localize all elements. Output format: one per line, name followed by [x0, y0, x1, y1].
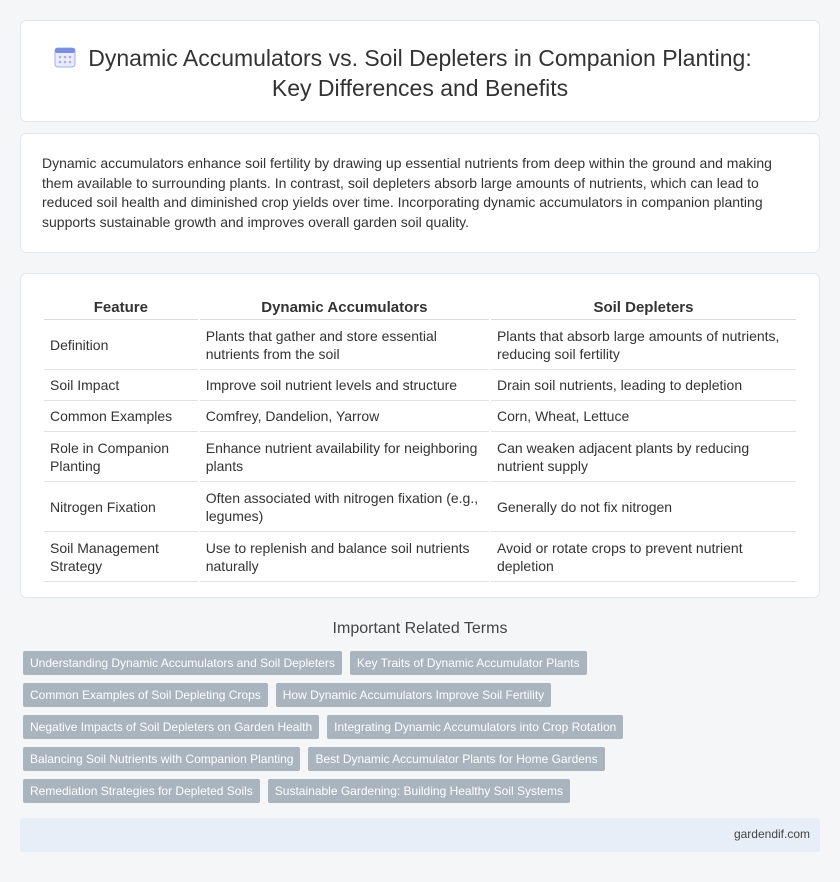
- table-row: [44, 320, 796, 370]
- related-terms-list: [23, 651, 823, 811]
- table-row: [44, 370, 796, 401]
- related-term-tag[interactable]: Common Examples of Soil Depleting Crops: [23, 683, 268, 707]
- related-terms-title: Important Related Terms: [332, 620, 508, 637]
- header-soil-depleters: Soil Depleters: [491, 296, 796, 320]
- cell-feature: Nitrogen Fixation: [44, 482, 198, 532]
- table-row: [44, 401, 796, 432]
- cell-feature: Definition: [44, 320, 198, 370]
- table-row: [44, 532, 796, 582]
- comparison-table-card: [20, 273, 820, 598]
- page-title-line2: Key Differences and Benefits: [271, 75, 569, 101]
- cell-feature: Soil Management Strategy: [44, 532, 198, 582]
- tag-row: [23, 715, 823, 739]
- related-term-tag[interactable]: Integrating Dynamic Accumulators into Crop Rotation: [327, 715, 623, 739]
- cell-depleters: Drain soil nutrients, leading to depletion: [491, 370, 796, 401]
- tag-row: [23, 747, 823, 771]
- cell-depleters: Avoid or rotate crops to prevent nutrient depletion: [491, 532, 796, 582]
- intro-paragraph: Dynamic accumulators enhance soil fertility by drawing up essential nutrients from deep within the ground and making them available to surrounding plants. In contrast, soil depleters absorb large amounts of nutrients, which can lead to reduced soil health and diminished crop yields over time. Incorporating dynamic accumulators in companion planting supports sustainable growth and improves overall garden soil quality.: [42, 155, 772, 230]
- cell-accumulators: Comfrey, Dandelion, Yarrow: [200, 401, 489, 432]
- related-term-tag[interactable]: Understanding Dynamic Accumulators and Soil Depleters: [23, 651, 342, 675]
- table-row: [44, 482, 796, 532]
- tag-row: [23, 683, 823, 707]
- footer-site-link[interactable]: gardendif.com: [733, 827, 810, 841]
- cell-feature: Role in Companion Planting: [44, 432, 198, 482]
- page-title: [21, 43, 819, 103]
- table-header-row: [44, 296, 796, 320]
- cell-depleters: Plants that absorb large amounts of nutrients, reducing soil fertility: [491, 320, 796, 370]
- cell-depleters: Corn, Wheat, Lettuce: [491, 401, 796, 432]
- comparison-table: [42, 296, 798, 582]
- related-term-tag[interactable]: Key Traits of Dynamic Accumulator Plants: [350, 651, 587, 675]
- title-card: [20, 20, 820, 122]
- cell-accumulators: Plants that gather and store essential nutrients from the soil: [200, 320, 489, 370]
- cell-accumulators: Use to replenish and balance soil nutrients naturally: [200, 532, 489, 582]
- tag-row: [23, 779, 823, 803]
- header-feature: Feature: [44, 296, 198, 320]
- cell-accumulators: Often associated with nitrogen fixation (e.g., legumes): [200, 482, 489, 532]
- related-term-tag[interactable]: Balancing Soil Nutrients with Companion Planting: [23, 747, 300, 771]
- table-row: [44, 432, 796, 482]
- related-term-tag[interactable]: How Dynamic Accumulators Improve Soil Fertility: [276, 683, 551, 707]
- footer: [20, 818, 820, 852]
- related-term-tag[interactable]: Best Dynamic Accumulator Plants for Home Gardens: [308, 747, 604, 771]
- related-term-tag[interactable]: Sustainable Gardening: Building Healthy Soil Systems: [268, 779, 570, 803]
- cell-feature: Common Examples: [44, 401, 198, 432]
- cell-feature: Soil Impact: [44, 370, 198, 401]
- cell-depleters: Generally do not fix nitrogen: [491, 482, 796, 532]
- cell-accumulators: Improve soil nutrient levels and structure: [200, 370, 489, 401]
- cell-depleters: Can weaken adjacent plants by reducing nutrient supply: [491, 432, 796, 482]
- intro-card: [20, 133, 820, 253]
- cell-accumulators: Enhance nutrient availability for neighboring plants: [200, 432, 489, 482]
- related-term-tag[interactable]: Negative Impacts of Soil Depleters on Garden Health: [23, 715, 319, 739]
- related-term-tag[interactable]: Remediation Strategies for Depleted Soils: [23, 779, 260, 803]
- tag-row: [23, 651, 823, 675]
- header-dynamic-accumulators: Dynamic Accumulators: [200, 296, 489, 320]
- page-title-line1: Dynamic Accumulators vs. Soil Depleters in Companion Planting:: [88, 45, 752, 71]
